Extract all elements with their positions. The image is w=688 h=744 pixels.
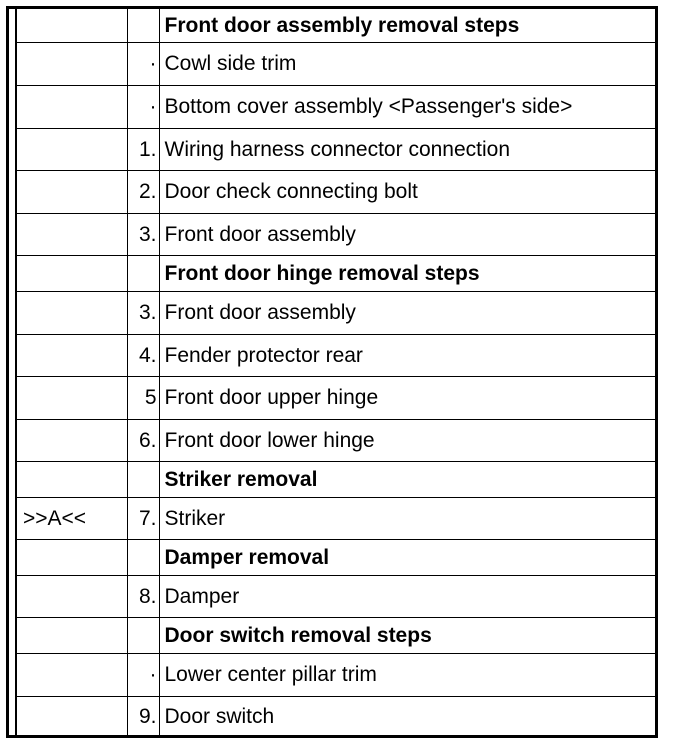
step-reference-cell: [17, 128, 127, 170]
removal-steps-body: [17, 9, 655, 737]
step-reference-cell: [17, 255, 127, 291]
step-number-cell: ·: [127, 42, 159, 85]
step-number-cell: [127, 255, 159, 291]
step-number-cell: 4.: [127, 334, 159, 376]
step-number-cell: [127, 9, 159, 42]
step-reference-cell: [17, 696, 127, 737]
section-heading-text: Striker removal: [159, 461, 655, 497]
step-number-cell: 2.: [127, 170, 159, 213]
step-reference-cell: [17, 376, 127, 419]
step-reference-cell: [17, 461, 127, 497]
step-number-cell: 7.: [127, 497, 159, 539]
section-heading-row: [17, 617, 655, 653]
step-text-cell: Cowl side trim: [159, 42, 655, 85]
step-number-cell: 8.: [127, 575, 159, 617]
step-row: [17, 128, 655, 170]
step-text-cell: Wiring harness connector connection: [159, 128, 655, 170]
step-number-cell: [127, 617, 159, 653]
step-reference-cell: >>A<<: [17, 497, 127, 539]
step-text-cell: Front door assembly: [159, 213, 655, 255]
section-heading-row: [17, 255, 655, 291]
step-row: [17, 334, 655, 376]
step-text-cell: Door check connecting bolt: [159, 170, 655, 213]
step-number-cell: ·: [127, 653, 159, 696]
step-reference-cell: [17, 170, 127, 213]
section-heading-row: [17, 539, 655, 575]
step-reference-cell: [17, 617, 127, 653]
step-reference-cell: [17, 9, 127, 42]
step-row: [17, 213, 655, 255]
step-row: [17, 291, 655, 334]
step-text-cell: Front door upper hinge: [159, 376, 655, 419]
step-row: [17, 376, 655, 419]
section-heading-row: [17, 461, 655, 497]
step-row: [17, 653, 655, 696]
step-row: [17, 575, 655, 617]
step-text-cell: Bottom cover assembly <Passenger's side>: [159, 85, 655, 128]
step-row: [17, 85, 655, 128]
step-reference-cell: [17, 575, 127, 617]
step-text-cell: Lower center pillar trim: [159, 653, 655, 696]
step-reference-cell: [17, 653, 127, 696]
step-text-cell: Front door assembly: [159, 291, 655, 334]
step-reference-cell: [17, 42, 127, 85]
step-number-cell: 9.: [127, 696, 159, 737]
step-reference-cell: [17, 213, 127, 255]
step-row: [17, 497, 655, 539]
step-reference-cell: [17, 539, 127, 575]
step-text-cell: Damper: [159, 575, 655, 617]
step-text-cell: Front door lower hinge: [159, 419, 655, 461]
step-number-cell: 3.: [127, 213, 159, 255]
step-reference-cell: [17, 334, 127, 376]
step-number-cell: [127, 539, 159, 575]
section-heading-text: Door switch removal steps: [159, 617, 655, 653]
section-heading-text: Front door assembly removal steps: [159, 9, 655, 42]
section-heading-row: [17, 9, 655, 42]
step-number-cell: [127, 461, 159, 497]
removal-steps-table: [17, 9, 655, 737]
step-text-cell: Striker: [159, 497, 655, 539]
section-heading-text: Damper removal: [159, 539, 655, 575]
step-number-cell: 1.: [127, 128, 159, 170]
step-number-cell: 3.: [127, 291, 159, 334]
step-reference-cell: [17, 85, 127, 128]
step-number-cell: 5: [127, 376, 159, 419]
step-reference-cell: [17, 291, 127, 334]
step-text-cell: Fender protector rear: [159, 334, 655, 376]
step-row: [17, 170, 655, 213]
step-number-cell: ·: [127, 85, 159, 128]
step-text-cell: Door switch: [159, 696, 655, 737]
step-row: [17, 419, 655, 461]
step-row: [17, 42, 655, 85]
section-heading-text: Front door hinge removal steps: [159, 255, 655, 291]
step-reference-cell: [17, 419, 127, 461]
step-number-cell: 6.: [127, 419, 159, 461]
step-row: [17, 696, 655, 737]
